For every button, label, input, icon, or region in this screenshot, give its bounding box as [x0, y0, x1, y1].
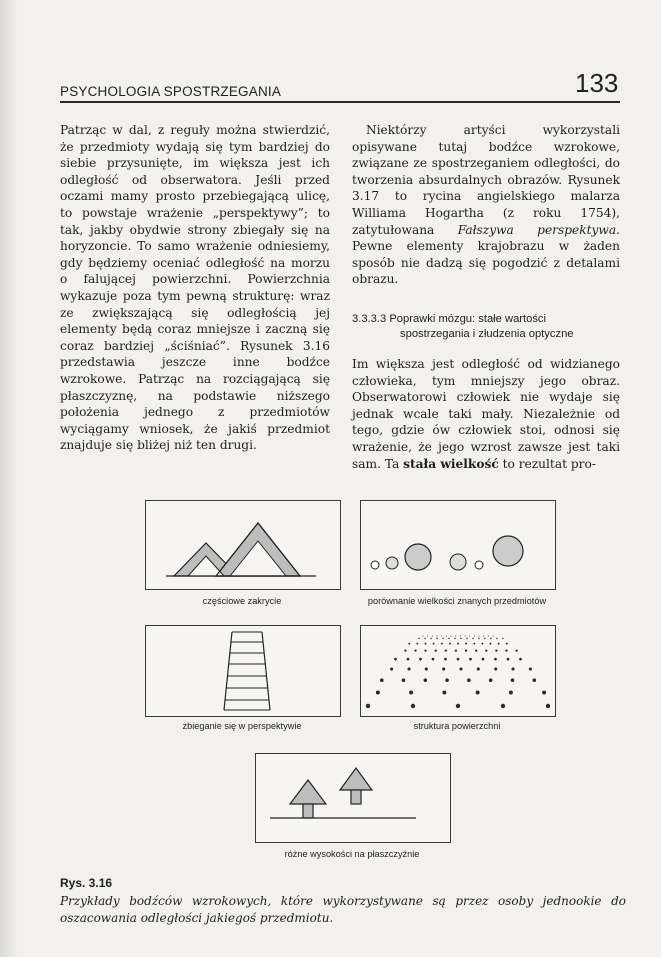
caption-perspective: zbieganie się w perspektywie: [182, 721, 302, 731]
texture-dot: [425, 667, 428, 670]
texture-dot: [511, 678, 515, 682]
texture-dot: [411, 704, 415, 708]
texture-dot: [407, 667, 410, 670]
texture-dot: [533, 678, 537, 682]
caption-known-size: porównanie wielkości znanych przedmiotów: [367, 596, 547, 606]
panel-known-size: [360, 500, 556, 590]
subsection-title-line-1: Poprawki mózgu: stałe wartości: [389, 312, 547, 325]
texture-dot: [376, 691, 380, 695]
figure-label: Rys. 3.16: [60, 876, 113, 890]
rail-right: [262, 632, 270, 710]
ball-medium-1: [450, 554, 466, 570]
texture-dot: [529, 667, 532, 670]
texture-dot: [446, 636, 447, 637]
ball-large-2: [493, 536, 523, 566]
ball-small-1: [371, 561, 379, 569]
texture-dot: [511, 667, 514, 670]
paragraph-2-text-end: to rezultat pro-: [498, 456, 596, 471]
texture-dot: [481, 643, 483, 645]
texture-dot: [394, 658, 397, 661]
key-term: stała wielkość: [403, 456, 499, 471]
page-edge-shadow: [0, 0, 18, 957]
texture-dot: [454, 638, 455, 639]
texture-dot: [494, 667, 497, 670]
texture-dot: [479, 636, 480, 637]
figure-caption: Przykłady bodźców wzrokowych, które wykorzystywane są przez osoby jednookie do oszacowania odległości jakiegoś przedmiotu.: [60, 894, 626, 925]
texture-dot: [424, 638, 425, 639]
texture-dot: [430, 638, 431, 639]
left-paragraph: Patrząc w dal, z reguły można stwierdzić, że przedmioty wydają się tym bardziej do siebie przysunięte, im większa jest ich odległość od obserwatora. Jeśli przed oczami mamy prosto przebiegającą ulicę, to powstaje wrażenie „perspektywy”; to tak, jakby obydwie strony zbiegały się na horyzoncie. To samo wrażenie odniesiemy, gdy będziemy oceniać odległość na morzu o falującej powierzchni. Powierzchnia wykazuje poza tym pewną strukturę: wraz ze zwiększającą się odległością jej elementy będą coraz mniejsze i zaczną się coraz bardziej „ściśniać”. Rysunek 3.16 przedstawia jeszcze inne bodźce wzrokowe. Patrząc na rozciągającą się płaszczyznę, na podstawie niższego położenia jednego z przedmiotów wyciągamy wniosek, że jakiś przedmiot znajduje się bliżej niż ten drugi.: [60, 123, 330, 453]
texture-dot: [457, 658, 460, 661]
texture-dot: [515, 649, 517, 651]
texture-dot: [427, 636, 428, 637]
paragraph-1-text-end: Pewne elementy krajobrazu w żaden sposób nie dadzą się pogodzić z detalami obrazu.: [352, 239, 620, 287]
texture-dot: [416, 643, 418, 645]
texture-dot: [435, 649, 437, 651]
texture-dot: [482, 658, 485, 661]
ball-small-2: [386, 557, 398, 569]
texture-dot: [465, 649, 467, 651]
texture-dot: [445, 678, 449, 682]
texture-dot: [485, 649, 487, 651]
texture-dot: [475, 649, 477, 651]
paragraph-2-text: Im większa jest odległość od widzianego człowieka, tym mniejszy jego obraz. Obserwatorowi człowiek nie wydaje się jednak wcale taki mały. Niezależnie od tego, gdzie ów człowiek stoi, odnosi się wrażenie, że jego wzrost zawsze jest taki sam. Ta: [352, 356, 620, 471]
right-paragraph-1: [352, 122, 620, 288]
texture-dot: [474, 636, 475, 637]
texture-dot: [472, 638, 473, 639]
texture-dot: [419, 658, 422, 661]
texture-dot: [507, 658, 510, 661]
texture-dot: [445, 649, 447, 651]
texture-dot: [489, 678, 493, 682]
texture-dot: [442, 638, 443, 639]
texture-dot: [404, 649, 406, 651]
texture-dot: [484, 638, 485, 639]
running-header: PSYCHOLOGIA SPOSTRZEGANIA: [60, 84, 282, 99]
texture-dot: [490, 638, 491, 639]
texture-dot: [408, 643, 410, 645]
texture-dot: [424, 649, 426, 651]
texture-dot: [501, 704, 505, 708]
texture-dot: [432, 658, 435, 661]
size-comparison-illustration: [361, 501, 555, 589]
texture-dot: [409, 691, 413, 695]
texture-gradient-illustration: [361, 626, 555, 716]
caption-height-in-plane: różne wysokości na płaszczyźnie: [284, 849, 420, 859]
texture-dot: [436, 638, 437, 639]
texture-dot: [451, 636, 452, 637]
texture-dot: [425, 643, 427, 645]
texture-dot: [380, 678, 384, 682]
texture-dot: [444, 658, 447, 661]
texture-dot: [466, 638, 467, 639]
texture-dot: [449, 643, 451, 645]
texture-dot: [465, 636, 466, 637]
texture-dot: [476, 691, 480, 695]
texture-dot: [459, 667, 462, 670]
texture-dot: [407, 658, 410, 661]
perspective-illustration: [146, 626, 340, 716]
texture-dot: [465, 643, 467, 645]
texture-dot: [490, 643, 492, 645]
texture-dot: [478, 638, 479, 639]
texture-dot: [494, 658, 497, 661]
texture-dot: [488, 636, 489, 637]
texture-dot: [441, 643, 443, 645]
texture-dot: [483, 636, 484, 637]
texture-dot: [437, 636, 438, 637]
texture-dot: [460, 638, 461, 639]
subsection-heading: [352, 312, 620, 342]
texture-dot: [469, 658, 472, 661]
page-number: 133: [575, 68, 619, 98]
texture-dot: [418, 638, 419, 639]
texture-dot: [495, 649, 497, 651]
occlusion-illustration: [146, 501, 340, 589]
paragraph-1-text: Niektórzy artyści wykorzystali opisywane tutaj bodźce wzrokowe, związane ze spostrzeganiem odległości, do tworzenia absurdalnych obrazów. Rysunek 3.17 to rycina angielskiego malarza Williama Hogartha (z roku 1754), zatytułowana: [352, 123, 620, 237]
tree-far: [340, 768, 372, 804]
texture-dot: [502, 638, 503, 639]
texture-dot: [402, 678, 406, 682]
ball-large-1: [405, 544, 431, 570]
tree-near: [290, 780, 326, 818]
subsection-title-line-2: spostrzegania i złudzenia optyczne: [400, 327, 574, 340]
texture-dot: [460, 636, 461, 637]
texture-dot: [477, 667, 480, 670]
texture-dot: [455, 649, 457, 651]
texture-dot: [442, 667, 445, 670]
texture-dot: [457, 643, 459, 645]
texture-dot: [493, 636, 494, 637]
header-rule: [60, 101, 620, 103]
texture-dot: [433, 643, 435, 645]
caption-partial-occlusion: częściowe zakrycie: [202, 596, 282, 606]
texture-dot: [414, 649, 416, 651]
texture-dot: [546, 704, 550, 708]
ball-small-3: [475, 561, 483, 569]
texture-dot: [423, 636, 424, 637]
texture-dot: [506, 643, 508, 645]
right-column: [352, 122, 620, 472]
texture-dot: [456, 704, 460, 708]
texture-dot: [455, 636, 456, 637]
caption-texture-gradient: struktura powierzchni: [413, 721, 501, 731]
texture-dot: [496, 638, 497, 639]
texture-dot: [366, 704, 370, 708]
panel-perspective: [145, 625, 341, 717]
texture-dot: [390, 667, 393, 670]
texture-dot: [498, 643, 500, 645]
texture-dot: [542, 691, 546, 695]
height-in-plane-illustration: [256, 754, 450, 842]
subsection-number: 3.3.3.3: [352, 312, 387, 325]
panel-height-in-plane: [255, 753, 451, 843]
texture-dot: [442, 691, 446, 695]
texture-dot: [432, 636, 433, 637]
rail-left: [224, 632, 232, 710]
texture-dot: [519, 658, 522, 661]
texture-dot: [469, 636, 470, 637]
texture-dot: [505, 649, 507, 651]
left-column: [60, 122, 330, 454]
painting-title: Fałszywa perspektywa.: [457, 222, 620, 237]
panel-partial-occlusion: [145, 500, 341, 590]
texture-dot: [467, 678, 471, 682]
texture-dot: [424, 678, 428, 682]
texture-dot: [441, 636, 442, 637]
panel-texture-gradient: [360, 625, 556, 717]
texture-dot: [509, 691, 513, 695]
texture-dot: [448, 638, 449, 639]
right-paragraph-2: [352, 356, 620, 472]
texture-dot: [473, 643, 475, 645]
